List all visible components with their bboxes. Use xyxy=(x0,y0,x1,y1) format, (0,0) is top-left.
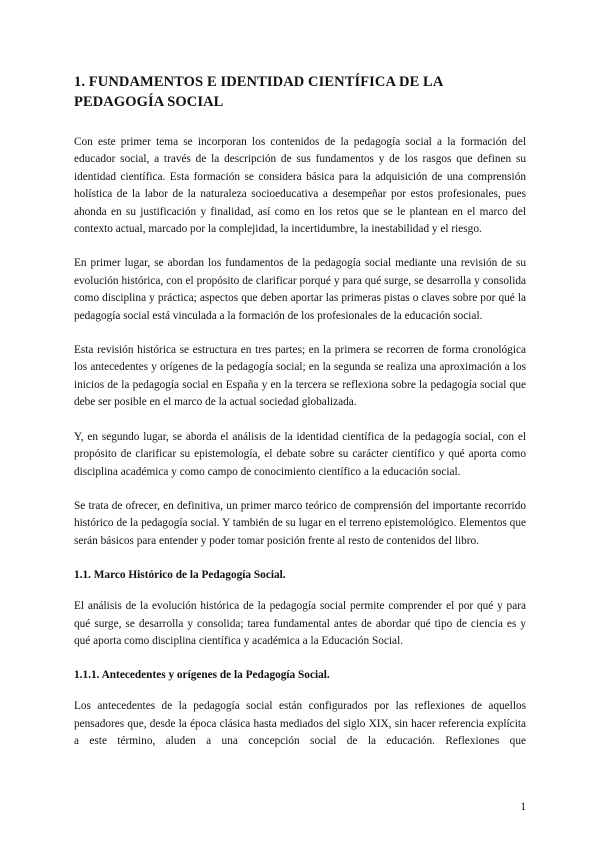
intro-paragraph-3: Esta revisión histórica se estructura en tres partes; en la primera se recorren de forma cronológica los antecedentes y orígenes de la pedagogía social; en la segunda se realiza una aproximación a los inicios de la pedagogía social en España y en la tercera se reflexiona sobre la pedagogía social que debe ser posible en el marco de la actual sociedad globalizada. xyxy=(74,344,526,409)
page-number: 1 xyxy=(520,801,526,813)
intro-paragraph-2: En primer lugar, se abordan los fundamentos de la pedagogía social mediante una revisión de su evolución histórica, con el propósito de clarificar porqué y para qué surge, se desarrolla y consolida como disciplina y práctica; aspectos que deben aportar las primeras pistas o claves sobre por qué la pedagogía social está vinculada a la formación de los profesionales de la educación social. xyxy=(74,257,526,322)
intro-paragraph-1: Con este primer tema se incorporan los contenidos de la pedagogía social a la formación del educador social, a través de la descripción de sus fundamentos y de los rasgos que definen su identidad científica. Esta formación se considera básica para la adquisición de una comprensión holística de la labor de la naturaleza socioeducativa a desempeñar por estos profesionales, pues ahonda en su justificación y finalidad, así como en los retos que se le plantean en el marco del contexto actual, marcado por la complejidad, la incertidumbre, la inestabilidad y el riesgo. xyxy=(74,136,526,236)
intro-paragraph-4: Y, en segundo lugar, se aborda el análisis de la identidad científica de la pedagogía social, con el propósito de clarificar su epistemología, el debate sobre su carácter científico y qué aporta como disciplina académica y como campo de conocimiento científico a la educación social. xyxy=(74,430,526,478)
section-heading-1-1: 1.1. Marco Histórico de la Pedagogía Social. xyxy=(74,569,286,582)
chapter-title: 1. FUNDAMENTOS E IDENTIDAD CIENTÍFICA DE LA PEDAGOGÍA SOCIAL xyxy=(74,74,443,110)
intro-paragraph-5: Se trata de ofrecer, en definitiva, un primer marco teórico de comprensión del importante recorrido histórico de la pedagogía social. Y también de su lugar en el terreno epistemológico. Elementos que serán básicos para entender y poder tomar posición frente al resto de contenidos del libro. xyxy=(74,499,526,547)
section-1-1-1-paragraph: Los antecedentes de la pedagogía social están configurados por las reflexiones de aquellos pensadores que, desde la época clásica hasta mediados del siglo XIX, sin hacer referencia explícita a este término, aluden a una concepción social de la educación. Reflexiones que xyxy=(74,700,526,748)
section-1-1-paragraph: El análisis de la evolución histórica de la pedagogía social permite comprender el por qué y para qué surge, se desarrolla y consolida; tarea fundamental antes de abordar qué tipo de ciencia es y qué aporta como disciplina científica y académica a la Educación Social. xyxy=(74,600,526,647)
section-heading-1-1-1: 1.1.1. Antecedentes y orígenes de la Pedagogía Social. xyxy=(74,669,330,682)
page-content xyxy=(74,72,526,768)
